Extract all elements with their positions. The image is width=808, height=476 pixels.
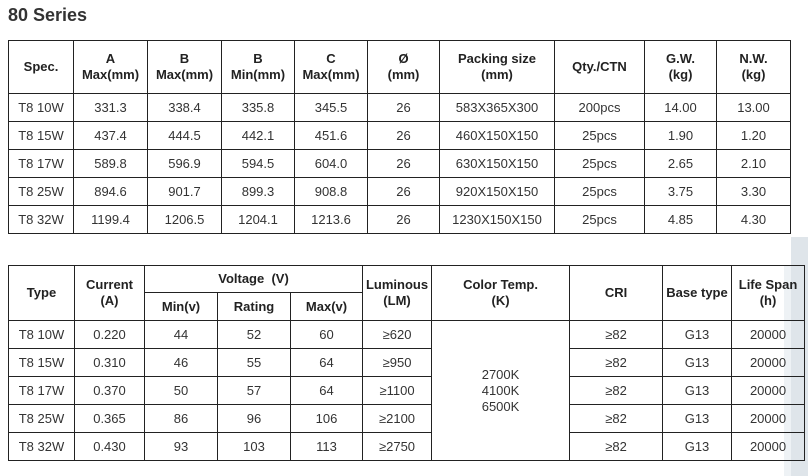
header-luminous: Luminous (LM) bbox=[363, 266, 432, 321]
electrical-cell: 20000 bbox=[732, 433, 805, 461]
electrical-cell: 64 bbox=[291, 349, 363, 377]
electrical-table bbox=[8, 265, 805, 461]
spec-cell: 335.8 bbox=[222, 94, 295, 122]
spec-cell: T8 15W bbox=[9, 122, 74, 150]
electrical-cell: T8 10W bbox=[9, 321, 75, 349]
table-row bbox=[9, 94, 791, 122]
spec-cell: 1213.6 bbox=[295, 206, 368, 234]
spec-cell: 630X150X150 bbox=[440, 150, 555, 178]
electrical-cell: 103 bbox=[218, 433, 291, 461]
electrical-cell: 0.370 bbox=[75, 377, 145, 405]
electrical-cell: 46 bbox=[145, 349, 218, 377]
table-row bbox=[9, 150, 791, 178]
spec-cell: 3.75 bbox=[645, 178, 717, 206]
spec-cell: 460X150X150 bbox=[440, 122, 555, 150]
electrical-cell: G13 bbox=[663, 349, 732, 377]
spec-table-header-row bbox=[9, 41, 791, 94]
header-voltage-rating: Rating bbox=[218, 293, 291, 321]
spec-cell: 25pcs bbox=[555, 178, 645, 206]
electrical-cell: 96 bbox=[218, 405, 291, 433]
electrical-cell: 20000 bbox=[732, 321, 805, 349]
electrical-cell: G13 bbox=[663, 321, 732, 349]
electrical-cell: 0.310 bbox=[75, 349, 145, 377]
electrical-cell: 113 bbox=[291, 433, 363, 461]
electrical-cell: G13 bbox=[663, 377, 732, 405]
electrical-cell: G13 bbox=[663, 433, 732, 461]
electrical-cell: ≥82 bbox=[570, 433, 663, 461]
spec-header-cell: B Min(mm) bbox=[222, 41, 295, 94]
spec-header-cell: Packing size (mm) bbox=[440, 41, 555, 94]
electrical-cell: 60 bbox=[291, 321, 363, 349]
spec-cell: 894.6 bbox=[74, 178, 148, 206]
spec-cell: T8 32W bbox=[9, 206, 74, 234]
spec-header-cell: Spec. bbox=[9, 41, 74, 94]
electrical-cell: 93 bbox=[145, 433, 218, 461]
electrical-table-body bbox=[9, 321, 805, 461]
spec-cell: 583X365X300 bbox=[440, 94, 555, 122]
spec-header-cell: N.W. (kg) bbox=[717, 41, 791, 94]
spec-cell: 1230X150X150 bbox=[440, 206, 555, 234]
spec-cell: 25pcs bbox=[555, 122, 645, 150]
spec-cell: 908.8 bbox=[295, 178, 368, 206]
spec-cell: 200pcs bbox=[555, 94, 645, 122]
header-life-span: Life Span (h) bbox=[732, 266, 805, 321]
spec-cell: 26 bbox=[368, 206, 440, 234]
electrical-cell: 64 bbox=[291, 377, 363, 405]
color-temp-cell: 2700K 4100K 6500K bbox=[432, 321, 570, 461]
table-row bbox=[9, 206, 791, 234]
spec-cell: 345.5 bbox=[295, 94, 368, 122]
electrical-cell: 0.430 bbox=[75, 433, 145, 461]
electrical-cell: ≥2750 bbox=[363, 433, 432, 461]
electrical-cell: T8 25W bbox=[9, 405, 75, 433]
spec-cell: 1206.5 bbox=[148, 206, 222, 234]
spec-cell: 13.00 bbox=[717, 94, 791, 122]
spec-cell: 4.85 bbox=[645, 206, 717, 234]
electrical-cell: 106 bbox=[291, 405, 363, 433]
electrical-cell: 57 bbox=[218, 377, 291, 405]
electrical-cell: 86 bbox=[145, 405, 218, 433]
header-color-temp: Color Temp. (K) bbox=[432, 266, 570, 321]
spec-cell: 26 bbox=[368, 122, 440, 150]
electrical-cell: 20000 bbox=[732, 377, 805, 405]
table-row bbox=[9, 433, 805, 461]
header-current: Current (A) bbox=[75, 266, 145, 321]
spec-cell: 25pcs bbox=[555, 150, 645, 178]
spec-table-body bbox=[9, 94, 791, 234]
header-type: Type bbox=[9, 266, 75, 321]
spec-cell: 4.30 bbox=[717, 206, 791, 234]
header-voltage: Voltage (V) bbox=[145, 266, 363, 293]
spec-cell: 437.4 bbox=[74, 122, 148, 150]
page-title: 80 Series bbox=[8, 5, 88, 25]
table-row bbox=[9, 122, 791, 150]
spec-cell: 26 bbox=[368, 94, 440, 122]
electrical-cell: 50 bbox=[145, 377, 218, 405]
electrical-cell: 55 bbox=[218, 349, 291, 377]
electrical-cell: ≥82 bbox=[570, 405, 663, 433]
spec-cell: 901.7 bbox=[148, 178, 222, 206]
electrical-cell: T8 32W bbox=[9, 433, 75, 461]
table-row bbox=[9, 178, 791, 206]
spec-cell: 594.5 bbox=[222, 150, 295, 178]
header-voltage-min: Min(v) bbox=[145, 293, 218, 321]
spec-cell: 451.6 bbox=[295, 122, 368, 150]
electrical-cell: 44 bbox=[145, 321, 218, 349]
spec-header-cell: Qty./CTN bbox=[555, 41, 645, 94]
table-row bbox=[9, 377, 805, 405]
spec-cell: 3.30 bbox=[717, 178, 791, 206]
spec-cell: 589.8 bbox=[74, 150, 148, 178]
electrical-cell: ≥2100 bbox=[363, 405, 432, 433]
header-base-type: Base type bbox=[663, 266, 732, 321]
electrical-cell: ≥82 bbox=[570, 349, 663, 377]
spec-cell: 338.4 bbox=[148, 94, 222, 122]
spec-cell: T8 25W bbox=[9, 178, 74, 206]
table-row bbox=[9, 321, 805, 349]
spec-cell: 604.0 bbox=[295, 150, 368, 178]
spec-cell: T8 10W bbox=[9, 94, 74, 122]
spec-header-cell: B Max(mm) bbox=[148, 41, 222, 94]
spec-cell: 1.20 bbox=[717, 122, 791, 150]
spec-header-cell: A Max(mm) bbox=[74, 41, 148, 94]
spec-cell: 14.00 bbox=[645, 94, 717, 122]
electrical-cell: 20000 bbox=[732, 349, 805, 377]
spec-cell: 26 bbox=[368, 150, 440, 178]
electrical-cell: ≥82 bbox=[570, 321, 663, 349]
spec-header-cell: C Max(mm) bbox=[295, 41, 368, 94]
spec-cell: 920X150X150 bbox=[440, 178, 555, 206]
spec-cell: 26 bbox=[368, 178, 440, 206]
spec-header-cell: Ø (mm) bbox=[368, 41, 440, 94]
electrical-cell: T8 17W bbox=[9, 377, 75, 405]
spec-cell: T8 17W bbox=[9, 150, 74, 178]
spec-table bbox=[8, 40, 791, 234]
electrical-cell: 0.220 bbox=[75, 321, 145, 349]
header-cri: CRI bbox=[570, 266, 663, 321]
spec-cell: 1.90 bbox=[645, 122, 717, 150]
electrical-cell: 20000 bbox=[732, 405, 805, 433]
spec-cell: 25pcs bbox=[555, 206, 645, 234]
spec-header-cell: G.W. (kg) bbox=[645, 41, 717, 94]
header-voltage-max: Max(v) bbox=[291, 293, 363, 321]
spec-cell: 1204.1 bbox=[222, 206, 295, 234]
table-row bbox=[9, 349, 805, 377]
electrical-cell: ≥620 bbox=[363, 321, 432, 349]
spec-cell: 444.5 bbox=[148, 122, 222, 150]
spec-cell: 442.1 bbox=[222, 122, 295, 150]
electrical-cell: 52 bbox=[218, 321, 291, 349]
spec-cell: 331.3 bbox=[74, 94, 148, 122]
spec-cell: 2.65 bbox=[645, 150, 717, 178]
electrical-cell: ≥1100 bbox=[363, 377, 432, 405]
electrical-cell: ≥950 bbox=[363, 349, 432, 377]
electrical-cell: G13 bbox=[663, 405, 732, 433]
table-row bbox=[9, 405, 805, 433]
spec-cell: 899.3 bbox=[222, 178, 295, 206]
electrical-cell: 0.365 bbox=[75, 405, 145, 433]
electrical-cell: T8 15W bbox=[9, 349, 75, 377]
electrical-cell: ≥82 bbox=[570, 377, 663, 405]
spec-cell: 2.10 bbox=[717, 150, 791, 178]
spec-cell: 1199.4 bbox=[74, 206, 148, 234]
spec-cell: 596.9 bbox=[148, 150, 222, 178]
